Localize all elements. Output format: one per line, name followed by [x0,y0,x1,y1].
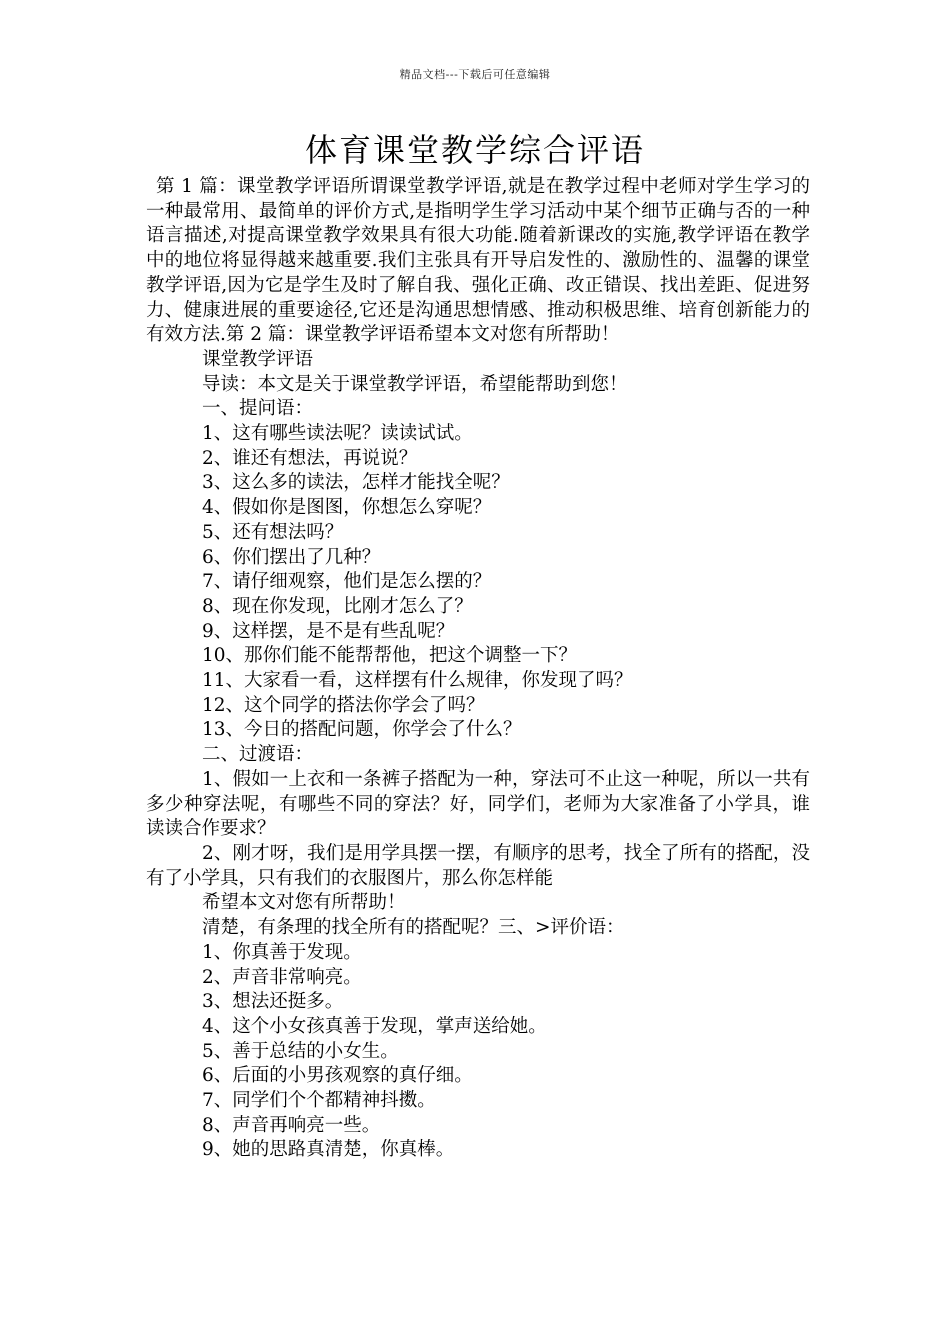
intro-paragraph: 第 1 篇：课堂教学评语所谓课堂教学评语,就是在教学过程中老师对学生学习的一种最常用、最简单的评价方式,是指明学生学习活动中某个细节正确与否的一种语言描述,对提高课堂教学效果具有很大功能.随着新课改的实施,教学评语在教学中的地位将显得越来越重要.我们主张具有开导启发性的、激励性的、温馨的课堂教学评语,因为它是学生及时了解自我、强化正确、改正错误、找出差距、促进努力、健康进展的重要途径,它还是沟通思想情感、推动积极思维、培育创新能力的有效方法.第 2 篇：课堂教学评语希望本文对您有所帮助！ [146,176,810,346]
list-item: 8、现在你发现，比刚才怎么了？ [202,595,473,617]
list-item: 9、这样摆，是不是有些乱呢？ [202,620,455,642]
document-title: 体育课堂教学综合评语 [304,131,645,169]
list-item: 6、后面的小男孩观察的真仔细。 [202,1065,473,1087]
transition-paragraph-1: 1、假如一上衣和一条裤子搭配为一种，穿法可不止这一种呢，所以一共有多少种穿法呢，有哪些不同的穿法？好，同学们，老师为大家准备了小学具，谁读读合作要求？ [146,768,810,840]
list-item: 3、这么多的读法，怎样才能找全呢？ [202,472,510,494]
list-item: 9、她的思路真清楚，你真棒。 [202,1139,455,1161]
list-item: 1、这有哪些读法呢？读读试试。 [202,423,473,445]
guide-line: 导读：本文是关于课堂教学评语，希望能帮助到您！ [202,373,628,395]
list-item: 7、同学们个个都精神抖擞。 [202,1090,436,1112]
list-item: 6、你们摆出了几种？ [202,546,381,568]
list-item: 8、声音再响亮一些。 [202,1114,381,1136]
section1-heading: 一、提问语： [202,398,314,420]
list-item: 13、今日的搭配问题，你学会了什么？ [202,719,522,741]
transition-paragraph-2: 2、刚才呀，我们是用学具摆一摆，有顺序的思考，找全了所有的搭配，没有了小学具，只有我们的衣服图片，那么你怎样能 [146,842,810,889]
hope-line: 希望本文对您有所帮助！ [202,892,406,914]
list-item: 4、这个小女孩真善于发现，掌声送给她。 [202,1015,547,1037]
subheading: 课堂教学评语 [202,348,314,370]
header-note: 精品文档---下载后可任意编辑 [399,68,551,81]
list-item: 12、这个同学的搭法你学会了吗？ [202,694,485,716]
list-item: 7、请仔细观察，他们是怎么摆的？ [202,571,492,593]
list-item: 4、假如你是图图，你想怎么穿呢？ [202,497,492,519]
list-item: 3、想法还挺多。 [202,991,344,1013]
document-body [146,175,810,1163]
list-item: 2、声音非常响亮。 [202,966,362,988]
list-item: 2、谁还有想法，再说说？ [202,447,418,469]
list-item: 5、还有想法吗？ [202,521,344,543]
list-item: 5、善于总结的小女生。 [202,1040,399,1062]
list-item: 10、那你们能不能帮帮他，把这个调整一下？ [202,645,578,667]
continuation-line: 清楚，有条理的找全所有的搭配呢？三、>评价语： [202,917,625,939]
list-item: 11、大家看一看，这样摆有什么规律，你发现了吗？ [202,670,633,692]
list-item: 1、你真善于发现。 [202,941,362,963]
section2-heading: 二、过渡语： [202,744,314,766]
